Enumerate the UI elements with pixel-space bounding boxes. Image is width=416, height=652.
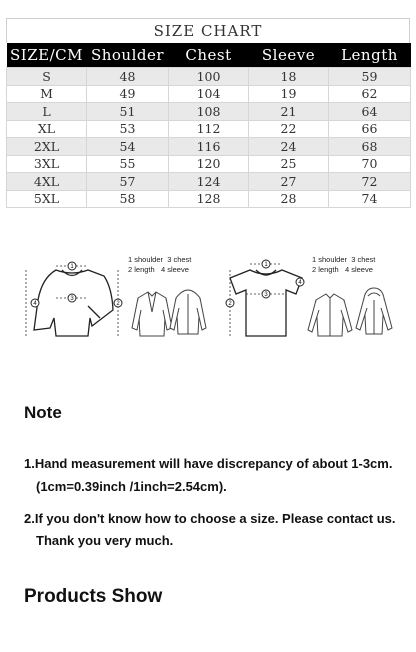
- cell-length: 59: [329, 68, 411, 86]
- marker-3: 3: [264, 292, 268, 298]
- marker-1: 1: [70, 264, 74, 270]
- header-chest: Chest: [169, 43, 249, 68]
- header-size: SIZE/CM: [7, 43, 87, 68]
- note-line-1: 1.Hand measurement will have discrepancy of about 1-3cm.: [24, 456, 393, 471]
- cell-shoulder: 51: [87, 103, 169, 121]
- cell-size: 2XL: [7, 138, 87, 156]
- hoodie-icon: [356, 288, 392, 334]
- size-chart-table: [6, 43, 411, 208]
- legend-length: 2 length: [312, 265, 339, 274]
- cell-chest: 116: [169, 138, 249, 156]
- header-length: Length: [329, 43, 411, 68]
- cell-shoulder: 49: [87, 85, 169, 103]
- cell-sleeve: 28: [249, 190, 329, 208]
- table-row: [7, 173, 411, 191]
- tshirt-icon: [230, 270, 302, 336]
- cell-sleeve: 24: [249, 138, 329, 156]
- table-row: [7, 85, 411, 103]
- cell-chest: 104: [169, 85, 249, 103]
- cell-shoulder: 53: [87, 120, 169, 138]
- legend-shoulder: 1 shoulder: [312, 255, 348, 264]
- cell-chest: 100: [169, 68, 249, 86]
- table-row: [7, 68, 411, 86]
- note-line-2: 2.If you don't know how to choose a size. Please contact us.: [24, 511, 396, 526]
- table-row: [7, 138, 411, 156]
- shirt-icon: [308, 294, 352, 336]
- products-show-heading: Products Show: [24, 586, 163, 607]
- header-shoulder: Shoulder: [87, 43, 169, 68]
- table-row: [7, 120, 411, 138]
- table-row: [7, 155, 411, 173]
- cell-size: S: [7, 68, 87, 86]
- cell-length: 64: [329, 103, 411, 121]
- header-sleeve: Sleeve: [249, 43, 329, 68]
- diagram-legend-right: [312, 255, 375, 275]
- diagram-legend-left: [128, 255, 191, 275]
- cell-length: 68: [329, 138, 411, 156]
- cell-shoulder: 55: [87, 155, 169, 173]
- cell-chest: 124: [169, 173, 249, 191]
- cell-length: 74: [329, 190, 411, 208]
- table-row: [7, 190, 411, 208]
- note-line-2-thanks: Thank you very much.: [36, 533, 174, 548]
- marker-2: 2: [116, 301, 120, 307]
- cell-size: M: [7, 85, 87, 103]
- cell-size: 5XL: [7, 190, 87, 208]
- legend-sleeve: 4 sleeve: [344, 265, 373, 274]
- marker-4: 4: [298, 280, 302, 286]
- cell-size: 3XL: [7, 155, 87, 173]
- cell-chest: 112: [169, 120, 249, 138]
- cell-shoulder: 58: [87, 190, 169, 208]
- long-sleeve-shirt-icon: [34, 270, 113, 336]
- cell-chest: 108: [169, 103, 249, 121]
- cell-chest: 128: [169, 190, 249, 208]
- cell-size: XL: [7, 120, 87, 138]
- cell-sleeve: 21: [249, 103, 329, 121]
- cell-length: 72: [329, 173, 411, 191]
- cell-sleeve: 19: [249, 85, 329, 103]
- cell-sleeve: 25: [249, 155, 329, 173]
- legend-length: 2 length: [128, 265, 155, 274]
- cell-shoulder: 54: [87, 138, 169, 156]
- cell-shoulder: 57: [87, 173, 169, 191]
- cell-length: 62: [329, 85, 411, 103]
- cell-length: 66: [329, 120, 411, 138]
- cell-sleeve: 22: [249, 120, 329, 138]
- cell-chest: 120: [169, 155, 249, 173]
- marker-3: 3: [70, 296, 74, 302]
- size-chart-header-row: [7, 43, 411, 68]
- cell-length: 70: [329, 155, 411, 173]
- size-chart-title: SIZE CHART: [6, 18, 410, 43]
- cell-sleeve: 27: [249, 173, 329, 191]
- legend-chest: 3 chest: [167, 255, 192, 264]
- legend-sleeve: 4 sleeve: [160, 265, 189, 274]
- jacket-icon: [170, 290, 206, 334]
- note-line-1-conversion: (1cm=0.39inch /1inch=2.54cm).: [36, 479, 227, 494]
- cell-sleeve: 18: [249, 68, 329, 86]
- marker-2: 2: [228, 301, 232, 307]
- blazer-icon: [132, 292, 172, 336]
- table-row: [7, 103, 411, 121]
- measurement-diagrams: [0, 248, 416, 348]
- note-heading: Note: [24, 403, 62, 422]
- cell-size: L: [7, 103, 87, 121]
- size-chart: [6, 18, 410, 208]
- cell-size: 4XL: [7, 173, 87, 191]
- marker-4: 4: [33, 301, 37, 307]
- marker-1: 1: [264, 262, 268, 268]
- cell-shoulder: 48: [87, 68, 169, 86]
- legend-shoulder: 1 shoulder: [128, 255, 164, 264]
- legend-chest: 3 chest: [351, 255, 376, 264]
